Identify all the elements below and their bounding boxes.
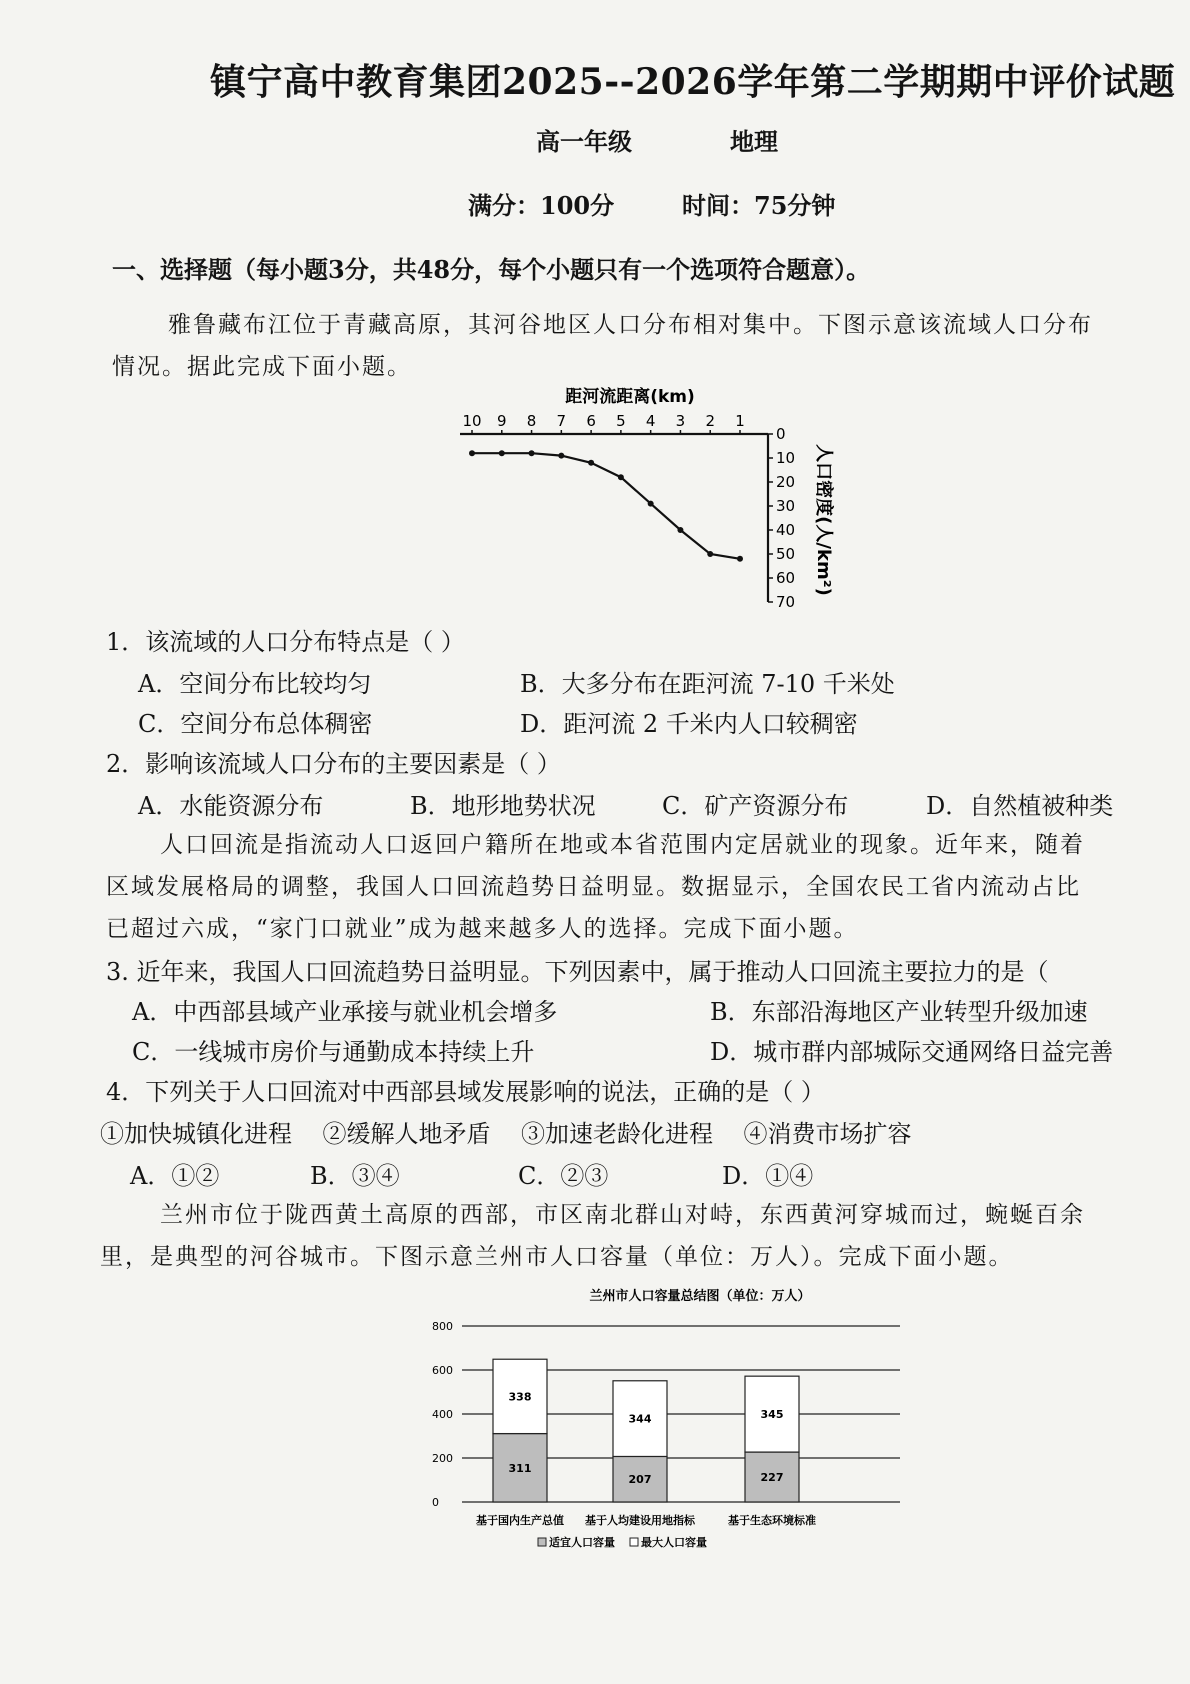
- exam-time: 时间：75分钟: [682, 191, 836, 220]
- chart1-x-tick-label: 4: [645, 412, 656, 430]
- chart1-x-tick-label: 10: [462, 412, 482, 430]
- chart1-x-tick-label: 3: [675, 412, 686, 430]
- passage1-line2: 情况。据此完成下面小题。: [112, 354, 412, 380]
- density-chart: [420, 378, 850, 626]
- q2-option-a[interactable]: A．水能资源分布: [138, 792, 324, 820]
- q4-statements: ①加快城镇化进程 ②缓解人地矛盾 ③加速老龄化进程 ④消费市场扩容: [100, 1120, 912, 1148]
- passage3-line2: 里，是典型的河谷城市。下图示意兰州市人口容量（单位：万人）。完成下面小题。: [100, 1244, 1014, 1270]
- chart1-y-tick-label: 0: [776, 425, 786, 443]
- chart1-data-point: [529, 450, 535, 456]
- q1-option-b[interactable]: B．大多分布在距河流 7-10 千米处: [520, 670, 895, 698]
- chart1-x-tick-label: 7: [556, 412, 567, 430]
- section-heading: 一、选择题（每小题3分，共48分，每个小题只有一个选项符合题意）。: [112, 255, 871, 284]
- q2-option-d[interactable]: D．自然植被种类: [926, 792, 1114, 820]
- chart1-y-tick-label: 40: [776, 521, 796, 539]
- capacity-chart: [420, 1272, 940, 1572]
- passage1-line1: 雅鲁藏布江位于青藏高原，其河谷地区人口分布相对集中。下图示意该流域人口分布: [168, 312, 1093, 338]
- chart2-data-label: 345: [760, 1408, 784, 1422]
- q4-option-c[interactable]: C．②③: [518, 1162, 609, 1190]
- q2-stem: 2．影响该流域人口分布的主要因素是（ ）: [106, 750, 561, 778]
- chart1-data-point: [737, 556, 743, 562]
- chart1-y-tick-label: 60: [776, 569, 796, 587]
- chart2-category-label: 基于生态环境标准: [728, 1514, 816, 1527]
- chart1-data-point: [499, 450, 505, 456]
- chart1-x-tick-label: 6: [586, 412, 596, 430]
- chart2-legend-label: 适宜人口容量: [549, 1536, 615, 1549]
- chart1-y-tick-label: 50: [776, 545, 796, 563]
- q4-option-d[interactable]: D．①④: [722, 1162, 814, 1190]
- chart2-y-tick-label: 800: [432, 1320, 453, 1333]
- q3-option-d[interactable]: D．城市群内部城际交通网络日益完善: [710, 1038, 1114, 1066]
- chart1-x-tick-label: 1: [735, 412, 745, 430]
- q3-option-a[interactable]: A．中西部县域产业承接与就业机会增多: [132, 998, 558, 1026]
- q4-option-a[interactable]: A．①②: [130, 1162, 220, 1190]
- chart2-category-label: 基于人均建设用地指标: [585, 1514, 695, 1527]
- grade-label: 高一年级: [536, 127, 632, 156]
- chart1-x-tick-label: 9: [497, 412, 507, 430]
- chart2-data-label: 338: [508, 1390, 532, 1404]
- chart1-y-tick-label: 70: [776, 593, 796, 611]
- chart1-data-point: [677, 527, 683, 533]
- chart1-x-tick-label: 5: [616, 412, 626, 430]
- chart2-y-tick-label: 600: [432, 1364, 453, 1377]
- q2-option-b[interactable]: B．地形地势状况: [410, 792, 596, 820]
- passage2-line3: 已超过六成，“家门口就业”成为越来越多人的选择。完成下面小题。: [106, 916, 859, 942]
- chart2-y-tick-label: 400: [432, 1408, 453, 1421]
- chart2-data-label: 344: [628, 1412, 652, 1426]
- chart1-y-tick-label: 30: [776, 497, 796, 515]
- chart2-category-label: 基于国内生产总值: [476, 1514, 564, 1527]
- chart2-y-tick-label: 0: [432, 1496, 439, 1509]
- q2-option-c[interactable]: C．矿产资源分布: [662, 792, 849, 820]
- full-score: 满分：100分: [468, 191, 615, 220]
- q3-stem: 3. 近年来，我国人口回流趋势日益明显。下列因素中，属于推动人口回流主要拉力的是（: [106, 958, 1049, 986]
- chart2-legend-swatch: [630, 1538, 638, 1546]
- exam-title: 镇宁高中教育集团2025--2026学年第二学期期中评价试题: [210, 61, 1176, 103]
- chart1-data-point: [558, 453, 564, 459]
- q1-option-d[interactable]: D．距河流 2 千米内人口较稠密: [520, 710, 858, 738]
- chart2-title: 兰州市人口容量总结图（单位：万人）: [589, 1289, 811, 1304]
- chart2-data-label: 207: [628, 1473, 652, 1487]
- chart1-y-label: 人口密度(人/km²): [813, 444, 834, 596]
- chart2-legend-swatch: [538, 1538, 546, 1546]
- chart1-data-point: [588, 460, 594, 466]
- subject-label: 地理: [730, 127, 778, 156]
- chart1-data-point: [648, 501, 654, 507]
- chart1-x-tick-label: 8: [526, 412, 537, 430]
- q3-option-c[interactable]: C．一线城市房价与通勤成本持续上升: [132, 1038, 535, 1066]
- chart1-data-point: [469, 450, 475, 456]
- passage2-line2: 区域发展格局的调整，我国人口回流趋势日益明显。数据显示，全国农民工省内流动占比: [106, 874, 1081, 900]
- passage3-line1: 兰州市位于陇西黄土高原的西部，市区南北群山对峙，东西黄河穿城而过，蜿蜒百余: [160, 1202, 1085, 1228]
- chart1-data-point: [707, 551, 713, 557]
- chart2-legend-label: 最大人口容量: [641, 1536, 707, 1549]
- chart1-title: 距河流距离(km): [565, 387, 695, 407]
- chart1-y-tick-label: 10: [776, 449, 796, 467]
- passage2-line1: 人口回流是指流动人口返回户籍所在地或本省范围内定居就业的现象。近年来，随着: [160, 832, 1085, 858]
- chart1-x-tick-label: 2: [705, 412, 715, 430]
- q1-option-a[interactable]: A．空间分布比较均匀: [138, 670, 372, 698]
- q4-option-b[interactable]: B．③④: [310, 1162, 400, 1190]
- chart2-data-label: 227: [760, 1471, 784, 1485]
- chart1-y-tick-label: 20: [776, 473, 796, 491]
- q4-stem: 4．下列关于人口回流对中西部县域发展影响的说法，正确的是（ ）: [106, 1078, 825, 1106]
- q1-option-c[interactable]: C．空间分布总体稠密: [138, 710, 373, 738]
- q1-stem: 1．该流域的人口分布特点是（ ）: [106, 628, 465, 656]
- chart2-y-tick-label: 200: [432, 1452, 453, 1465]
- q3-option-b[interactable]: B．东部沿海地区产业转型升级加速: [710, 998, 1088, 1026]
- chart1-data-point: [618, 474, 624, 480]
- chart1-series-line: [472, 453, 740, 559]
- chart2-data-label: 311: [508, 1461, 532, 1475]
